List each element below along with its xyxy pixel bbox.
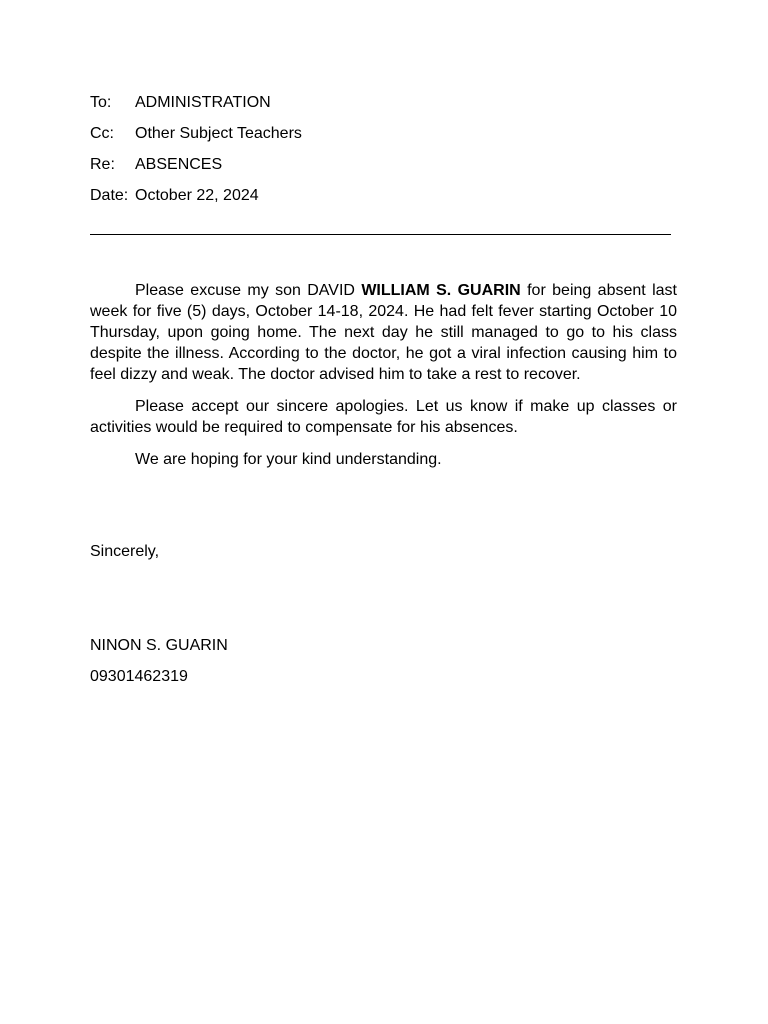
re-label: Re: — [90, 156, 115, 173]
date-label: Date: — [90, 187, 129, 204]
paragraph-3: We are hoping for your kind understanding. — [135, 451, 442, 468]
student-name: WILLIAM S. GUARIN — [361, 282, 521, 299]
signer-name: NINON S. GUARIN — [90, 637, 228, 654]
date-value: October 22, 2024 — [135, 187, 259, 204]
to-value: ADMINISTRATION — [135, 94, 271, 111]
to-row — [90, 92, 677, 123]
header-divider — [90, 234, 671, 235]
paragraph-1-lead: Please excuse my son DAVID — [135, 282, 362, 299]
paragraph-1-rest: for being absent last week for five (5) days, October 14-18, 2024. He had felt fever starting October 10 Thursday, upon going home. The next day he still managed to go to his class despite the illness. According to the doctor, he got a viral infection causing him to feel dizzy and weak. The doctor advised him to take a rest to recover. — [90, 282, 677, 383]
re-value: ABSENCES — [135, 156, 223, 173]
to-label: To: — [90, 94, 112, 111]
cc-label: Cc: — [90, 125, 114, 142]
letter-body — [90, 280, 677, 481]
cc-row — [90, 123, 677, 154]
re-row — [90, 154, 677, 185]
paragraph-2: Please accept our sincere apologies. Let us know if make up classes or activities would be required to compensate for his absences. — [90, 398, 677, 436]
paragraph-1 — [90, 280, 677, 385]
cc-value: Other Subject Teachers — [135, 125, 302, 142]
date-row — [90, 185, 677, 216]
closing-salutation: Sincerely, — [90, 543, 160, 560]
letter-page — [90, 92, 677, 685]
signer-phone: 09301462319 — [90, 668, 188, 685]
